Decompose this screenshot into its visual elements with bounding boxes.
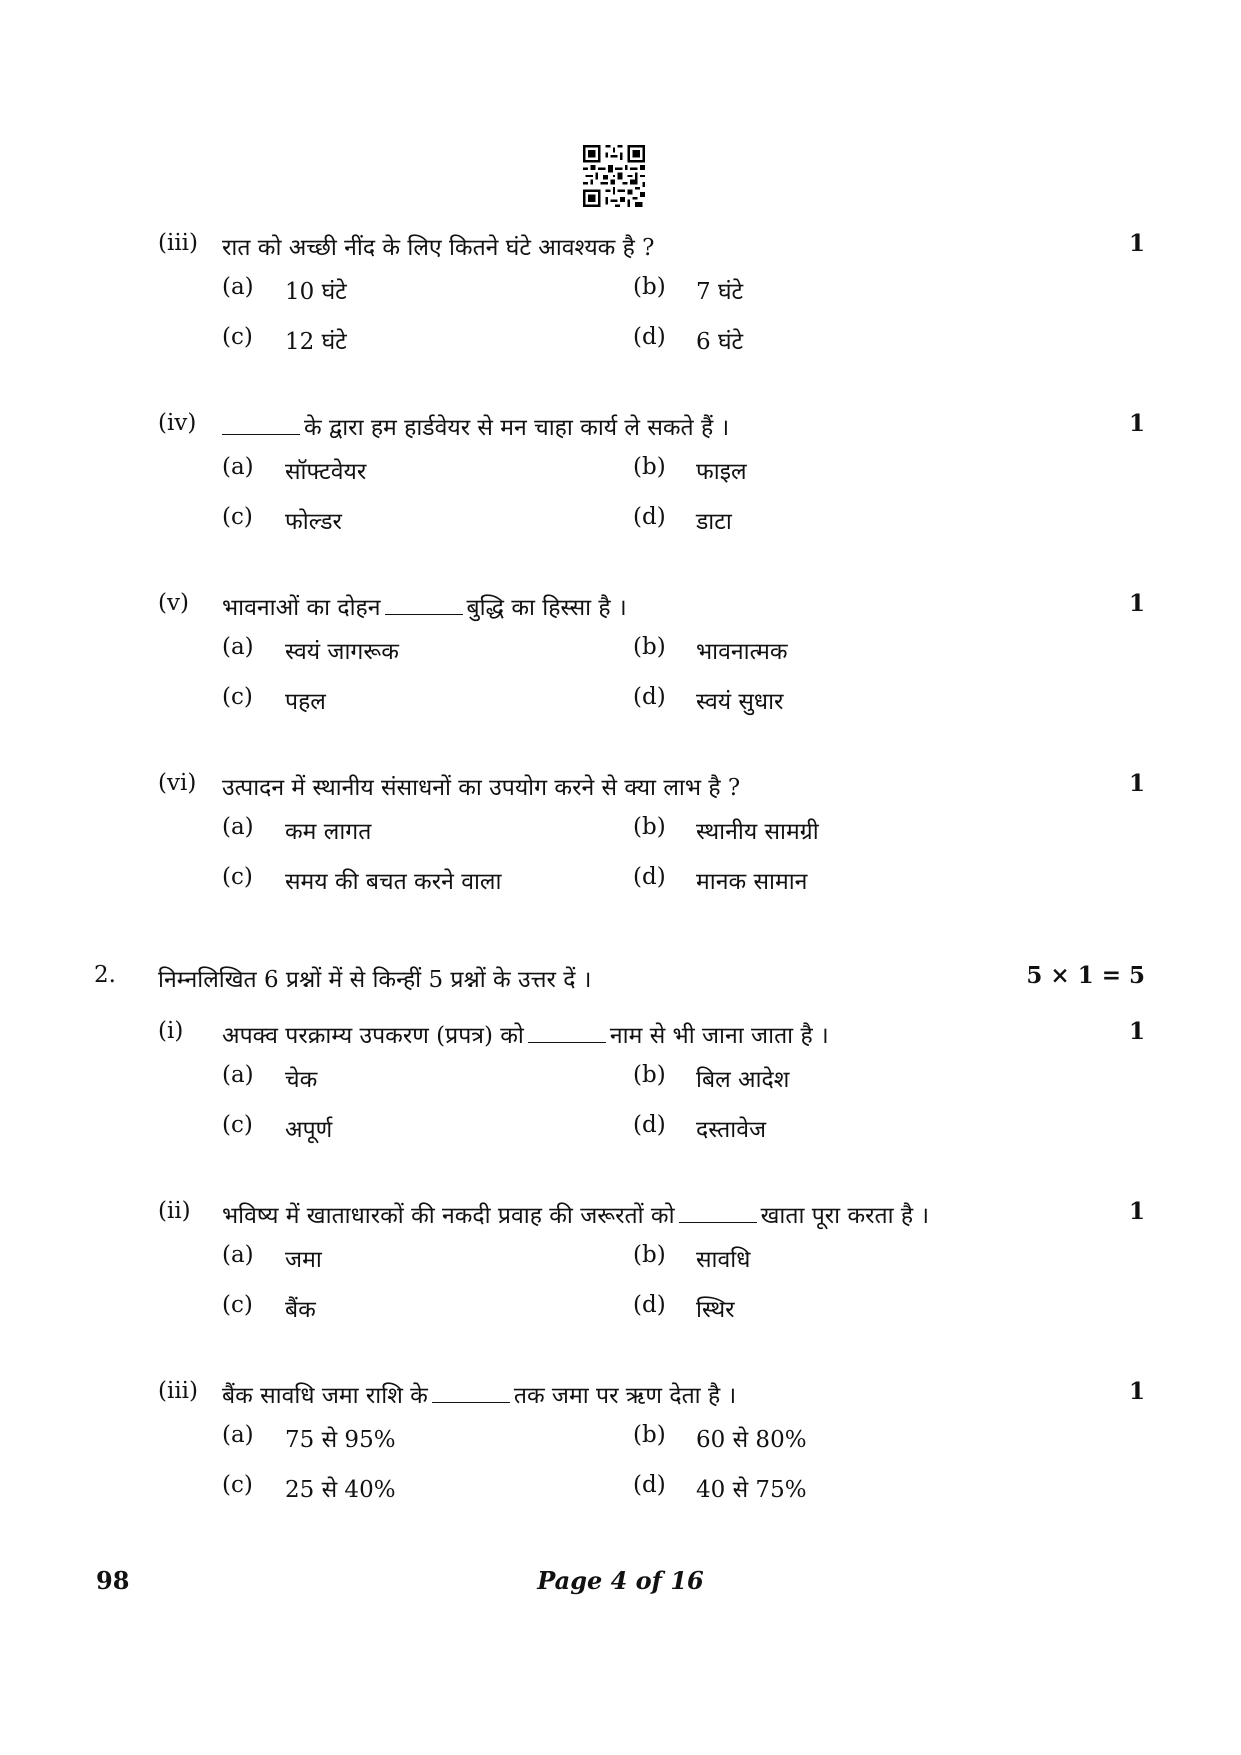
option-label: (b): [633, 1242, 666, 1268]
question-block: [0, 582, 1241, 732]
question-2-heading: [0, 962, 1241, 1002]
question-instruction: निम्नलिखित 6 प्रश्नों में से किन्हीं 5 प्रश्नों के उत्तर दें ।: [158, 967, 592, 993]
option-value: डाटा: [696, 509, 732, 535]
question-text-before-blank: बैंक सावधि जमा राशि के: [222, 1383, 428, 1409]
option-value: स्वयं सुधार: [696, 689, 784, 715]
question-number: (iv): [158, 410, 197, 436]
option-label: (d): [633, 684, 666, 710]
question-text-after-blank: नाम से भी जाना जाता है ।: [609, 1023, 829, 1049]
option-label: (b): [633, 1062, 666, 1088]
option-label: (c): [222, 324, 253, 350]
question-marks: 5 × 1 = 5: [1026, 962, 1145, 989]
question-block: [0, 402, 1241, 552]
option-a: [222, 634, 602, 674]
option-d: [633, 684, 1013, 724]
question-stem: [0, 222, 1241, 272]
question-text: [222, 1198, 929, 1230]
option-label: (b): [633, 814, 666, 840]
question-text-after-blank: खाता पूरा करता है ।: [760, 1203, 930, 1229]
option-value: 75 से 95%: [285, 1427, 396, 1453]
question-text-before-blank: उत्पादन में स्थानीय संसाधनों का उपयोग करने से क्या लाभ है ?: [222, 775, 741, 801]
paper-code: 98: [96, 1566, 130, 1595]
options-grid: [0, 1420, 1241, 1520]
fill-in-blank: [385, 592, 463, 615]
option-label: (a): [222, 454, 254, 480]
option-value: दस्तावेज: [696, 1117, 767, 1143]
question-number: (vi): [158, 770, 197, 796]
option-label: (b): [633, 1422, 666, 1448]
option-b: [633, 634, 1013, 674]
question-text: [222, 230, 655, 262]
option-value: चेक: [285, 1067, 318, 1093]
option-value: 40 से 75%: [696, 1477, 807, 1503]
option-value: फाइल: [696, 459, 747, 485]
question-marks: 1: [1128, 230, 1145, 257]
question-text: [222, 1378, 736, 1410]
option-label: (a): [222, 1422, 254, 1448]
fill-in-blank: [222, 412, 300, 435]
option-b: [633, 274, 1013, 314]
question-number: (i): [158, 1018, 184, 1044]
option-a: [222, 454, 602, 494]
question-marks: 1: [1128, 1378, 1145, 1405]
option-label: (c): [222, 864, 253, 890]
question-block: [0, 222, 1241, 372]
option-value: 25 से 40%: [285, 1477, 396, 1503]
question-text: [222, 1018, 829, 1050]
question-block: [0, 1370, 1241, 1520]
question-number: 2.: [94, 962, 116, 988]
option-label: (a): [222, 1242, 254, 1268]
question-text: [222, 590, 627, 622]
question-block: [0, 1010, 1241, 1160]
question-text-before-blank: भावनाओं का दोहन: [222, 595, 381, 621]
option-c: [222, 324, 602, 364]
question-block: [0, 762, 1241, 912]
option-value: पहल: [285, 689, 326, 715]
fill-in-blank: [432, 1380, 510, 1403]
fill-in-blank: [528, 1020, 606, 1043]
option-label: (c): [222, 1472, 253, 1498]
option-d: [633, 1292, 1013, 1332]
option-label: (d): [633, 1112, 666, 1138]
option-value: कम लागत: [285, 819, 372, 845]
question-text-after-blank: बुद्धि का हिस्सा है ।: [466, 595, 627, 621]
option-value: स्थानीय सामग्री: [696, 819, 819, 845]
option-label: (b): [633, 454, 666, 480]
question-text-before-blank: रात को अच्छी नींद के लिए कितने घंटे आवश्यक है ?: [222, 235, 655, 261]
question-text-before-blank: अपक्व परक्राम्य उपकरण (प्रपत्र) को: [222, 1023, 524, 1049]
question-text-after-blank: तक जमा पर ऋण देता है ।: [513, 1383, 737, 1409]
question-number: (v): [158, 590, 189, 616]
options-grid: [0, 632, 1241, 732]
option-a: [222, 1422, 602, 1462]
option-c: [222, 504, 602, 544]
option-b: [633, 454, 1013, 494]
option-label: (a): [222, 634, 254, 660]
option-b: [633, 814, 1013, 854]
option-value: जमा: [285, 1247, 322, 1273]
option-d: [633, 1472, 1013, 1512]
question-block: [0, 1190, 1241, 1340]
question-marks: 1: [1128, 1198, 1145, 1225]
question-stem: [0, 1010, 1241, 1060]
question-stem: [0, 1370, 1241, 1420]
option-label: (d): [633, 504, 666, 530]
option-label: (a): [222, 1062, 254, 1088]
option-label: (a): [222, 274, 254, 300]
option-label: (c): [222, 684, 253, 710]
option-value: 12 घंटे: [285, 329, 347, 355]
option-c: [222, 1112, 602, 1152]
option-a: [222, 1062, 602, 1102]
option-label: (b): [633, 634, 666, 660]
option-value: 60 से 80%: [696, 1427, 807, 1453]
option-value: 7 घंटे: [696, 279, 744, 305]
option-value: स्वयं जागरूक: [285, 639, 399, 665]
option-label: (c): [222, 1112, 253, 1138]
option-label: (d): [633, 864, 666, 890]
question-stem: [0, 582, 1241, 632]
options-grid: [0, 812, 1241, 912]
option-c: [222, 1292, 602, 1332]
question-text: [222, 410, 729, 442]
option-value: अपूर्ण: [285, 1117, 333, 1143]
option-b: [633, 1422, 1013, 1462]
option-c: [222, 1472, 602, 1512]
option-a: [222, 1242, 602, 1282]
option-value: बैंक: [285, 1297, 316, 1323]
option-a: [222, 274, 602, 314]
options-grid: [0, 1060, 1241, 1160]
option-label: (d): [633, 1292, 666, 1318]
question-marks: 1: [1128, 770, 1145, 797]
question-stem: [0, 762, 1241, 812]
question-text-before-blank: भविष्य में खाताधारकों की नकदी प्रवाह की जरूरतों को: [222, 1203, 675, 1229]
option-d: [633, 864, 1013, 904]
question-stem: [0, 402, 1241, 452]
question-number: (iii): [158, 1378, 199, 1404]
options-grid: [0, 452, 1241, 552]
option-value: मानक सामान: [696, 869, 808, 895]
question-number: (ii): [158, 1198, 191, 1224]
options-grid: [0, 1240, 1241, 1340]
fill-in-blank: [679, 1200, 757, 1223]
option-value: फोल्डर: [285, 509, 342, 535]
qr-code-icon: [583, 145, 645, 207]
option-value: 10 घंटे: [285, 279, 347, 305]
question-marks: 1: [1128, 410, 1145, 437]
option-label: (b): [633, 274, 666, 300]
option-d: [633, 1112, 1013, 1152]
option-value: भावनात्मक: [696, 639, 788, 665]
option-label: (d): [633, 1472, 666, 1498]
option-label: (d): [633, 324, 666, 350]
option-b: [633, 1062, 1013, 1102]
page-number: Page 4 of 16: [537, 1566, 704, 1595]
options-grid: [0, 272, 1241, 372]
option-d: [633, 324, 1013, 364]
option-value: सॉफ्टवेयर: [285, 459, 367, 485]
option-c: [222, 864, 602, 904]
option-value: बिल आदेश: [696, 1067, 790, 1093]
option-b: [633, 1242, 1013, 1282]
option-label: (a): [222, 814, 254, 840]
option-a: [222, 814, 602, 854]
question-text-after-blank: के द्वारा हम हार्डवेयर से मन चाहा कार्य ले सकते हैं ।: [304, 415, 730, 441]
option-label: (c): [222, 504, 253, 530]
option-value: समय की बचत करने वाला: [285, 869, 502, 895]
option-label: (c): [222, 1292, 253, 1318]
question-marks: 1: [1128, 590, 1145, 617]
question-text: [222, 770, 740, 802]
option-d: [633, 504, 1013, 544]
question-stem: [0, 1190, 1241, 1240]
question-number: (iii): [158, 230, 199, 256]
question-marks: 1: [1128, 1018, 1145, 1045]
option-value: स्थिर: [696, 1297, 735, 1323]
option-value: 6 घंटे: [696, 329, 744, 355]
option-value: सावधि: [696, 1247, 751, 1273]
option-c: [222, 684, 602, 724]
